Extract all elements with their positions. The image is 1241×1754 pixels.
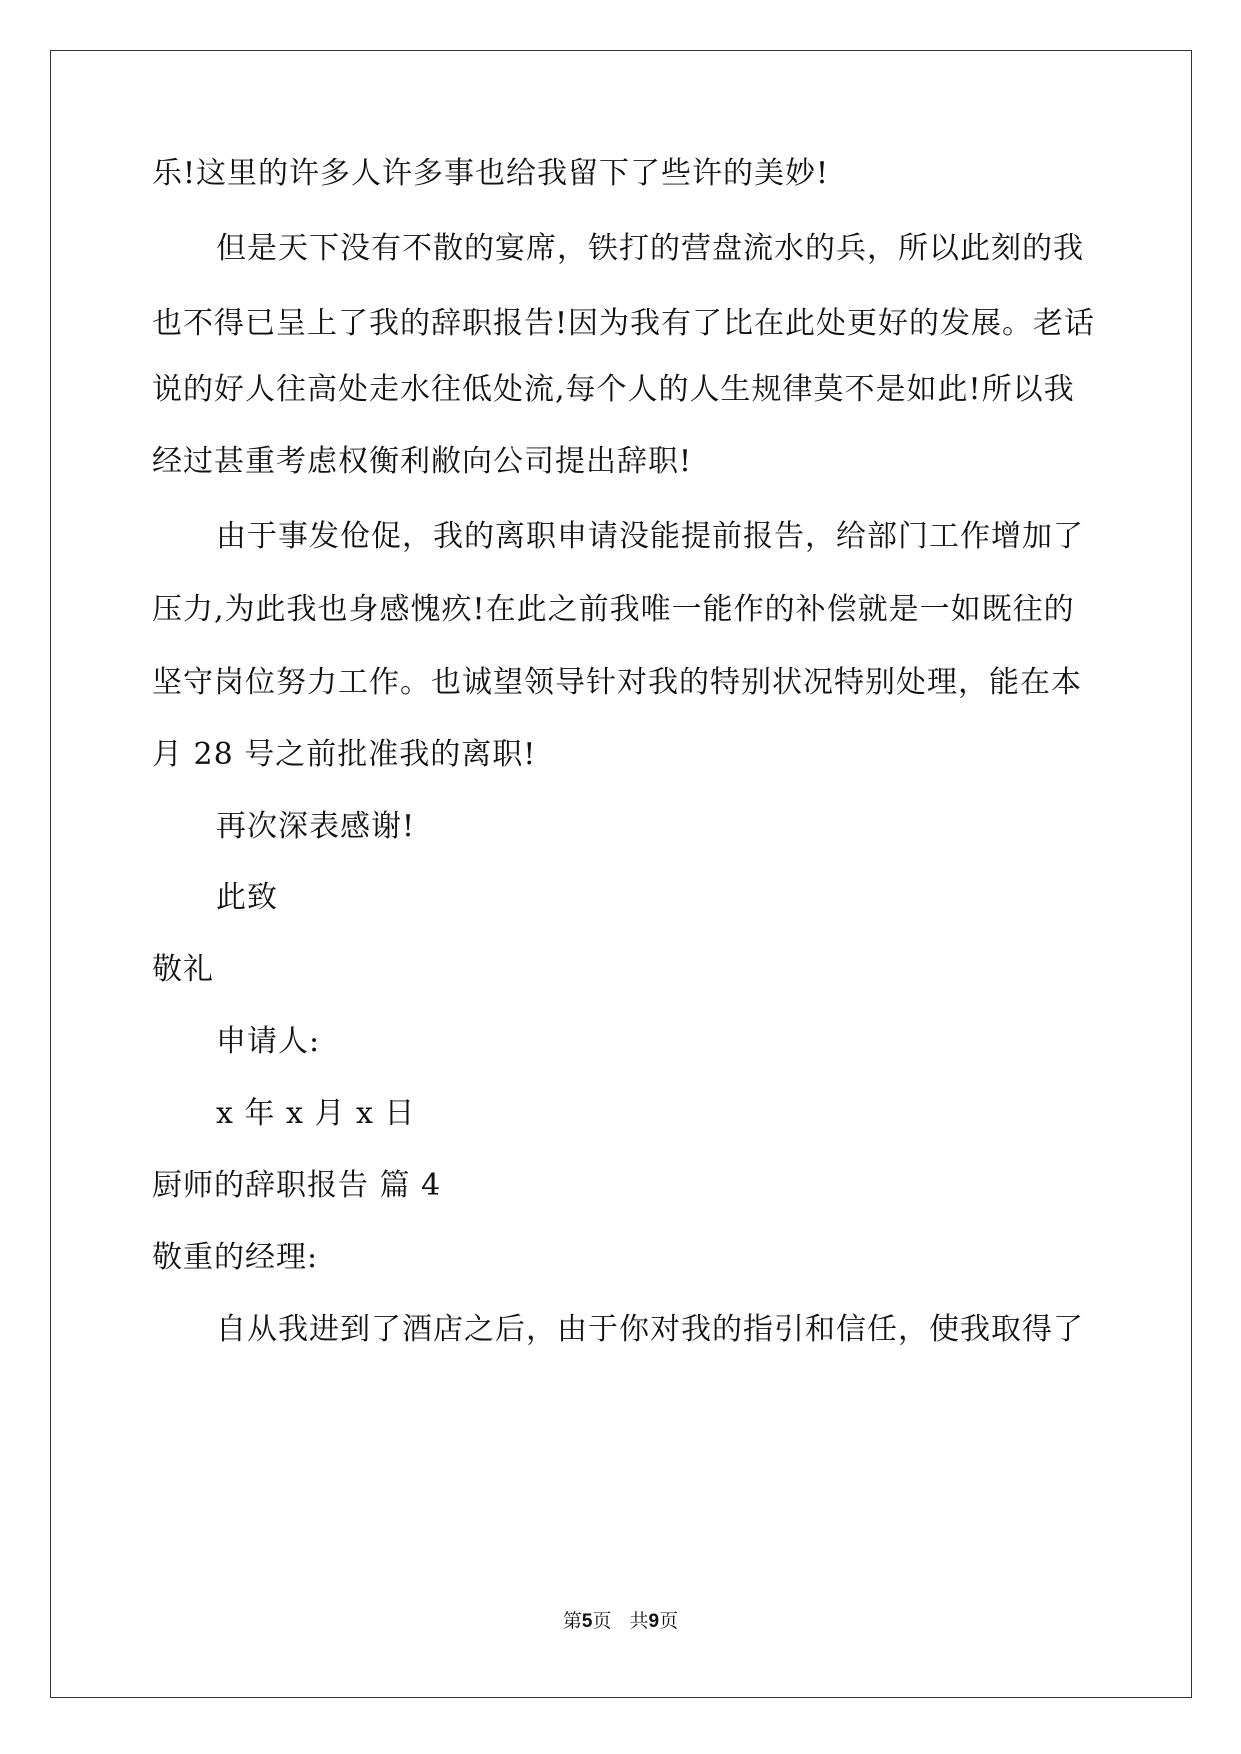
- page-current: 5: [581, 1611, 593, 1632]
- text-line: x 年 x 月 x 日: [216, 1096, 416, 1131]
- text-line: 说的好人往高处走水往低处流,每个人的人生规律莫不是如此!所以我: [152, 372, 1075, 407]
- section-heading: 厨师的辞职报告 篇 4: [152, 1168, 442, 1203]
- page-total: 9: [648, 1611, 660, 1632]
- text-line: 坚守岗位努力工作。也诚望领导针对我的特别状况特别处理，能在本: [152, 665, 1082, 700]
- page-border: [50, 50, 1192, 1698]
- text-line: 月 28 号之前批准我的离职!: [152, 737, 537, 772]
- text-line: 也不得已呈上了我的辞职报告!因为我有了比在此处更好的发展。老话: [152, 306, 1096, 341]
- text-line: 敬重的经理:: [152, 1240, 319, 1275]
- text-line: 乐!这里的许多人许多事也给我留下了些许的美妙!: [152, 156, 830, 191]
- text-line: 申请人:: [216, 1024, 321, 1059]
- text-line: 压力,为此我也身感愧疚!在此之前我唯一能作的补偿就是一如既往的: [152, 592, 1075, 627]
- text-line: 但是天下没有不散的宴席，铁打的营盘流水的兵，所以此刻的我: [216, 231, 1084, 266]
- text-line: 此致: [216, 880, 278, 915]
- total-prefix: 共: [629, 1611, 649, 1632]
- total-unit: 页: [659, 1611, 679, 1632]
- page-unit: 页: [592, 1611, 612, 1632]
- text-line: 敬礼: [152, 952, 214, 987]
- text-line: 由于事发伧促，我的离职申请没能提前报告，给部门工作增加了: [216, 519, 1084, 554]
- text-line: 经过甚重考虑权衡利敝向公司提出辞职!: [152, 444, 693, 479]
- text-line: 自从我进到了酒店之后，由于你对我的指引和信任，使我取得了: [216, 1312, 1084, 1347]
- page-footer: [0, 1610, 1241, 1634]
- page-prefix: 第: [562, 1611, 582, 1632]
- text-line: 再次深表感谢!: [216, 809, 416, 844]
